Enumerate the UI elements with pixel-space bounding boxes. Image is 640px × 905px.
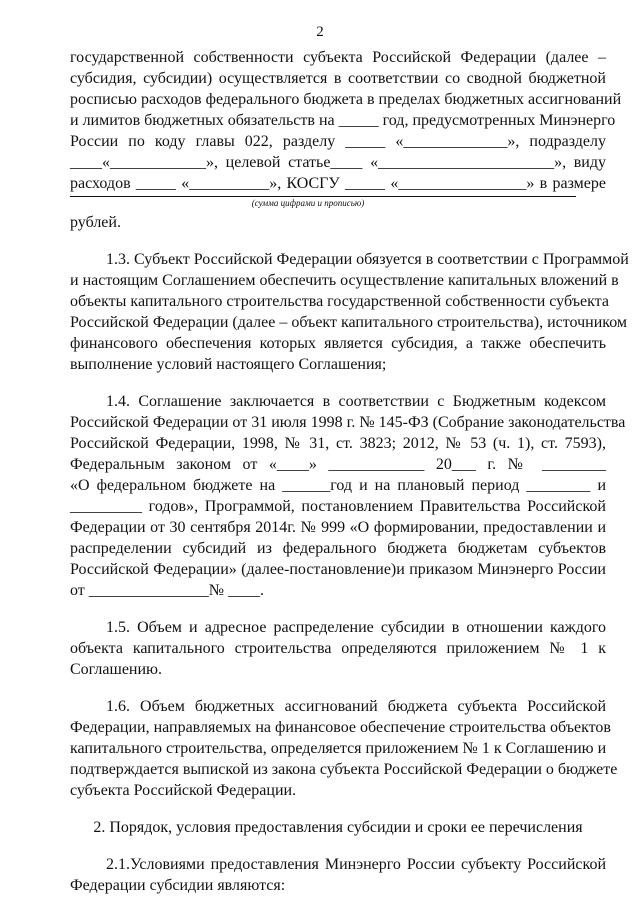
paragraph-line: объекта капитального строительства определяются приложением № 1 к: [70, 640, 606, 657]
amount-hint: (сумма цифрами и прописью): [251, 198, 365, 208]
paragraph-line: и настоящим Соглашением обеспечить осуществление капитальных вложений в: [70, 272, 619, 289]
paragraph-line: подтверждается выпиской из закона субъекта Российской Федерации о бюджете: [70, 761, 618, 778]
paragraph-line: и лимитов бюджетных обязательств на _____ год, предусмотренных Минэнерго: [70, 112, 616, 129]
paragraph-line: Российской Федерации» (далее-постановление)и приказом Минэнерго России: [70, 561, 606, 578]
paragraph-line: Федерации субсидии являются:: [70, 877, 286, 894]
paragraph-line: субсидия, субсидии) осуществляется в соответствии со сводной бюджетной: [70, 70, 606, 87]
paragraph-line: распределении субсидий из федерального бюджета бюджетам субъектов: [70, 540, 606, 557]
paragraph-line: государственной собственности субъекта Российской Федерации (далее –: [70, 49, 606, 66]
paragraph-1-6-first-line: 1.6. Объем бюджетных ассигнований бюджета субъекта Российской: [106, 698, 606, 715]
paragraph-1-4-first-line: 1.4. Соглашение заключается в соответствии с Бюджетным кодексом: [106, 393, 606, 410]
paragraph-line: Федерации от 30 сентября 2014г. № 999 «О формировании, предоставлении и: [70, 519, 606, 536]
paragraph-line: ____«____________», целевой статье____ «______________________», виду: [70, 154, 606, 171]
paragraph-line: Соглашению.: [70, 661, 163, 678]
paragraph-line: выполнение условий настоящего Соглашения;: [70, 356, 387, 373]
paragraph-line: Российской Федерации (далее – объект капитального строительства), источником: [70, 314, 628, 331]
paragraph-line: Федерации, направляемых на финансовое обеспечение строительства объектов: [70, 719, 611, 736]
paragraph-line: объекты капитального строительства государственной собственности субъекта: [70, 293, 609, 310]
paragraph-line: росписью расходов федерального бюджета в пределах бюджетных ассигнований: [70, 91, 622, 108]
paragraph-line: Российской Федерации от 31 июля 1998 г. № 145-ФЗ (Собрание законодательства: [70, 414, 626, 431]
paragraph-1-3-first-line: 1.3. Субъект Российской Федерации обязуется в соответствии с Программой: [106, 251, 629, 268]
paragraph-line: _________ годов», Программой, постановлением Правительства Российской: [70, 498, 606, 515]
paragraph-line: Федеральным законом от «____» ____________ 20___ г. № ________: [70, 456, 606, 473]
paragraph-line: Российской Федерации, 1998, № 31, ст. 3823; 2012, № 53 (ч. 1), ст. 7593),: [70, 435, 606, 452]
paragraph-line: «О федеральном бюджете на ______год и на плановый период ________ и: [70, 477, 606, 494]
paragraph-1-5-first-line: 1.5. Объем и адресное распределение субсидии в отношении каждого: [106, 619, 606, 636]
paragraph-line: расходов _____ «__________», КОСГУ _____ «________________» в размере: [70, 175, 606, 192]
paragraph-2-1-first-line: 2.1.Условиями предоставления Минэнерго России субъекту Российской: [106, 856, 606, 873]
section-heading: 2. Порядок, условия предоставления субсидии и сроки ее перечисления: [93, 819, 583, 836]
page-number: 2: [316, 24, 324, 40]
amount-tail: рублей.: [70, 214, 121, 231]
amount-blank-line: [70, 196, 576, 197]
paragraph-line: капитального строительства, определяется приложением № 1 к Соглашению и: [70, 740, 607, 757]
paragraph-line: от _______________№ ____.: [70, 582, 265, 599]
paragraph-line: субъекта Российской Федерации.: [70, 782, 297, 799]
paragraph-line: России по коду главы 022, разделу _____ «_____________», подразделу: [70, 133, 606, 150]
paragraph-line: финансового обеспечения которых является субсидия, а также обеспечить: [70, 335, 606, 352]
